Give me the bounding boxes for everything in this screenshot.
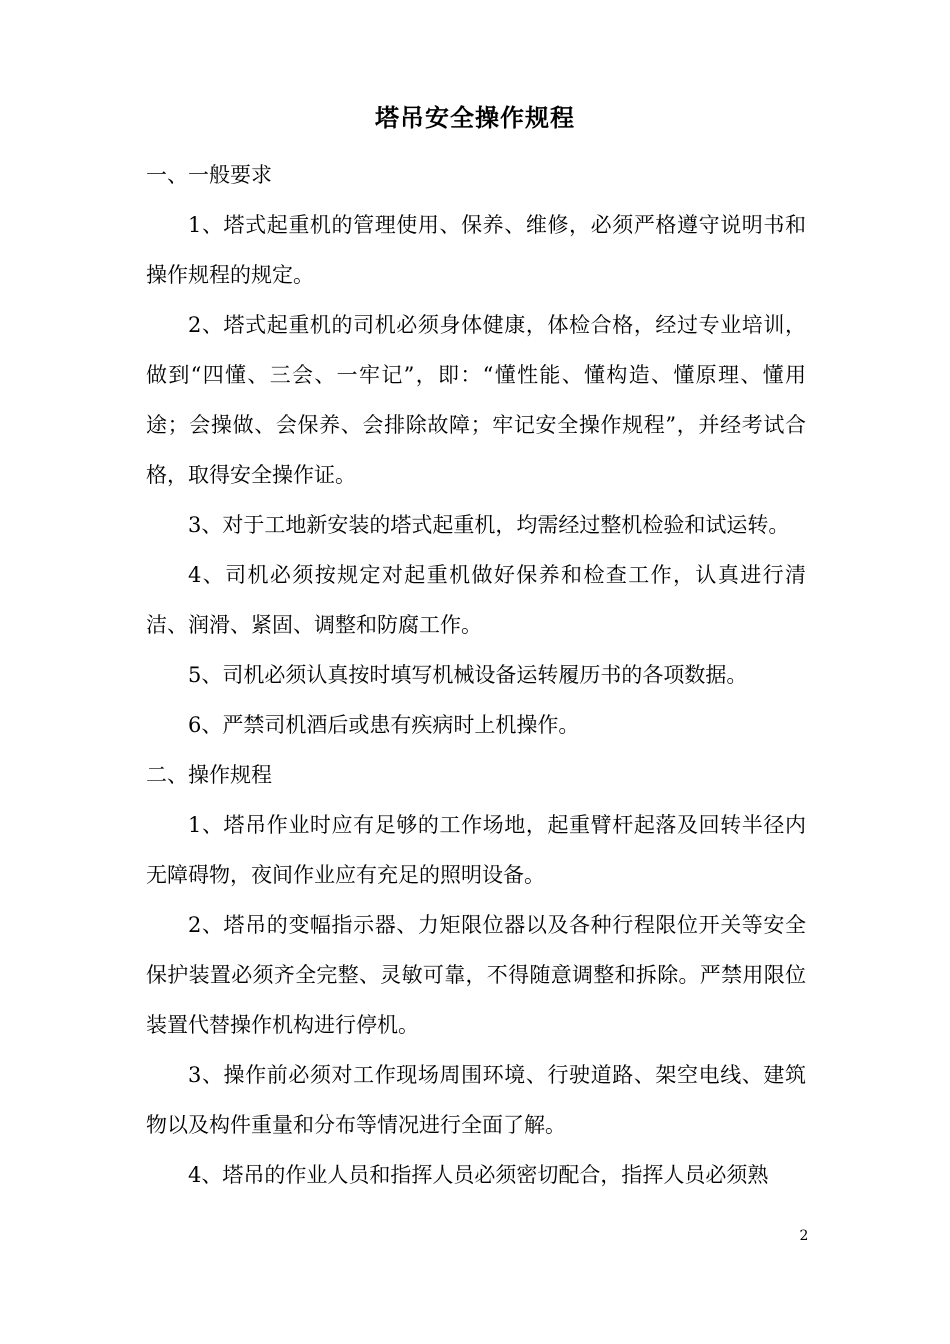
paragraph: 6、严禁司机酒后或患有疾病时上机操作。 (188, 713, 580, 737)
section-general-requirements (146, 150, 806, 750)
document-body (146, 150, 806, 1200)
paragraph: 4、司机必须按规定对起重机做好保养和检查工作，认真进行清洁、润滑、紧固、调整和防腐工作。 (146, 563, 806, 637)
paragraph: 5、司机必须认真按时填写机械设备运转履历书的各项数据。 (188, 663, 748, 687)
page-number: 2 (799, 1228, 809, 1244)
paragraph: 2、塔式起重机的司机必须身体健康，体检合格，经过专业培训，做到“四懂、三会、一牢记”，即：“懂性能、懂构造、懂原理、懂用途；会操做、会保养、会排除故障；牢记安全操作规程”，并经考试合格，取得安全操作证。 (146, 313, 806, 487)
paragraph: 3、对于工地新安装的塔式起重机，均需经过整机检验和试运转。 (188, 513, 790, 537)
section-heading: 二、操作规程 (146, 763, 272, 787)
paragraph: 4、塔吊的作业人员和指挥人员必须密切配合，指挥人员必须熟 (188, 1163, 769, 1187)
section-operating-procedures (146, 750, 806, 1200)
paragraph: 1、塔吊作业时应有足够的工作场地，起重臂杆起落及回转半径内无障碍物，夜间作业应有充足的照明设备。 (146, 813, 806, 887)
paragraph: 3、操作前必须对工作现场周围环境、行驶道路、架空电线、建筑物以及构件重量和分布等情况进行全面了解。 (146, 1063, 806, 1137)
paragraph: 1、塔式起重机的管理使用、保养、维修，必须严格遵守说明书和操作规程的规定。 (146, 213, 806, 287)
document-title: 塔吊安全操作规程 (375, 104, 575, 132)
section-heading: 一、一般要求 (146, 163, 272, 187)
paragraph: 2、塔吊的变幅指示器、力矩限位器以及各种行程限位开关等安全保护装置必须齐全完整、灵敏可靠，不得随意调整和拆除。严禁用限位装置代替操作机构进行停机。 (146, 913, 806, 1037)
